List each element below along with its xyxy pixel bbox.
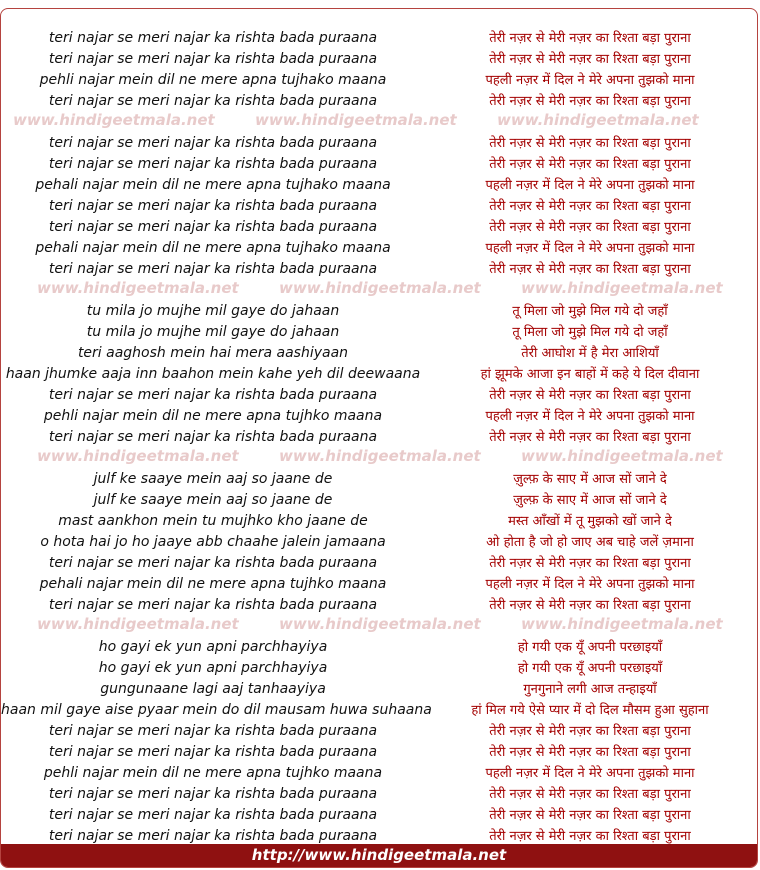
lyric-line <box>1 700 757 721</box>
lyric-roman: ho gayi ek yun apni parchhayiya <box>98 660 328 676</box>
lyric-line <box>1 763 757 784</box>
lyric-line <box>1 679 757 700</box>
lyric-line <box>1 595 757 616</box>
watermark-text: www.hindigeetmala.net <box>521 279 723 297</box>
watermark-text: www.hindigeetmala.net <box>279 279 481 297</box>
lyric-line <box>1 364 757 385</box>
watermark-text: www.hindigeetmala.net <box>497 111 699 129</box>
lyric-roman: teri najar se meri najar ka rishta bada puraana <box>48 555 378 571</box>
lyric-roman: pehali najar mein dil ne mere apna tujhako maana <box>35 240 391 256</box>
lyric-devanagari: हां मिल गये ऐसे प्यार में दो दिल मौसम हुआ सुहाना <box>471 703 709 718</box>
lyric-roman: teri najar se meri najar ka rishta bada puraana <box>48 135 378 151</box>
lyric-devanagari: तेरी नज़र से मेरी नज़र का रिश्ता बड़ा पुराना <box>489 745 691 760</box>
lyric-devanagari: तेरी नज़र से मेरी नज़र का रिश्ता बड़ा पुराना <box>489 199 691 214</box>
lyrics-stanza <box>1 133 757 280</box>
lyric-devanagari: पहली नज़र में दिल ने मेरे अपना तुझको माना <box>485 766 695 781</box>
lyric-devanagari: तेरी नज़र से मेरी नज़र का रिश्ता बड़ा पुराना <box>489 787 691 802</box>
footer-url[interactable]: http://www.hindigeetmala.net <box>1 844 757 867</box>
lyric-roman: teri najar se meri najar ka rishta bada puraana <box>48 828 378 844</box>
lyric-devanagari: तेरी आघोश में है मेरा आशियाँ <box>521 346 659 361</box>
lyrics-page <box>0 8 758 868</box>
lyric-line <box>1 49 757 70</box>
watermark-text: www.hindigeetmala.net <box>37 615 239 633</box>
lyric-roman: julf ke saaye mein aaj so jaane de <box>93 471 333 487</box>
lyric-devanagari: तेरी नज़र से मेरी नज़र का रिश्ता बड़ा पुराना <box>489 31 691 46</box>
lyric-roman: tu mila jo mujhe mil gaye do jahaan <box>86 324 340 340</box>
lyric-roman: julf ke saaye mein aaj so jaane de <box>93 492 333 508</box>
lyric-devanagari: ज़ुल्फ़ के साए में आज सों जाने दे <box>513 472 667 487</box>
lyric-line <box>1 805 757 826</box>
lyric-devanagari: तेरी नज़र से मेरी नज़र का रिश्ता बड़ा पुराना <box>489 598 691 613</box>
lyric-roman: pehli najar mein dil ne mere apna tujhako maana <box>39 72 387 88</box>
lyric-roman: o hota hai jo ho jaaye abb chaahe jalein jamaana <box>40 534 386 550</box>
lyric-line <box>1 196 757 217</box>
lyrics-stanza <box>1 28 757 112</box>
lyric-devanagari: हां झूमके आजा इन बाहों में कहे ये दिल दीवाना <box>480 367 700 382</box>
lyric-roman: teri najar se meri najar ka rishta bada puraana <box>48 387 378 403</box>
watermark-band <box>1 446 757 466</box>
watermark-text: www.hindigeetmala.net <box>13 111 215 129</box>
lyric-line <box>1 259 757 280</box>
lyric-devanagari: तेरी नज़र से मेरी नज़र का रिश्ता बड़ा पुराना <box>489 157 691 172</box>
lyric-devanagari: तेरी नज़र से मेरी नज़र का रिश्ता बड़ा पुराना <box>489 829 691 844</box>
lyric-devanagari: तेरी नज़र से मेरी नज़र का रिश्ता बड़ा पुराना <box>489 94 691 109</box>
lyric-devanagari: तेरी नज़र से मेरी नज़र का रिश्ता बड़ा पुराना <box>489 724 691 739</box>
lyric-line <box>1 91 757 112</box>
lyric-line <box>1 343 757 364</box>
lyric-roman: teri najar se meri najar ka rishta bada puraana <box>48 429 378 445</box>
lyric-roman: teri najar se meri najar ka rishta bada puraana <box>48 261 378 277</box>
lyric-roman: teri najar se meri najar ka rishta bada puraana <box>48 51 378 67</box>
lyric-devanagari: तेरी नज़र से मेरी नज़र का रिश्ता बड़ा पुराना <box>489 430 691 445</box>
lyric-line <box>1 322 757 343</box>
lyric-roman: tu mila jo mujhe mil gaye do jahaan <box>86 303 340 319</box>
lyric-roman: teri najar se meri najar ka rishta bada puraana <box>48 30 378 46</box>
lyric-line <box>1 553 757 574</box>
lyric-roman: mast aankhon mein tu mujhko kho jaane de <box>58 513 368 529</box>
watermark-text: www.hindigeetmala.net <box>37 279 239 297</box>
lyric-devanagari: तू मिला जो मुझे मिल गये दो जहाँ <box>512 304 668 319</box>
lyric-line <box>1 154 757 175</box>
lyric-line <box>1 238 757 259</box>
watermark-text: www.hindigeetmala.net <box>255 111 457 129</box>
lyric-roman: teri najar se meri najar ka rishta bada puraana <box>48 744 378 760</box>
lyric-devanagari: तेरी नज़र से मेरी नज़र का रिश्ता बड़ा पुराना <box>489 262 691 277</box>
lyrics-stanza <box>1 301 757 448</box>
lyric-line <box>1 784 757 805</box>
lyric-line <box>1 637 757 658</box>
watermark-text: www.hindigeetmala.net <box>521 447 723 465</box>
lyric-devanagari: ओ होता है जो हो जाए अब चाहे जलें ज़माना <box>486 535 694 550</box>
lyric-devanagari: तेरी नज़र से मेरी नज़र का रिश्ता बड़ा पुराना <box>489 388 691 403</box>
lyric-line <box>1 175 757 196</box>
watermark-text: www.hindigeetmala.net <box>37 447 239 465</box>
lyric-line <box>1 28 757 49</box>
lyric-roman: haan jhumke aaja inn baahon mein kahe yeh dil deewaana <box>5 366 421 382</box>
lyric-devanagari: पहली नज़र में दिल ने मेरे अपना तुझको माना <box>485 409 695 424</box>
lyric-line <box>1 427 757 448</box>
lyric-roman: teri najar se meri najar ka rishta bada puraana <box>48 597 378 613</box>
watermark-band <box>1 614 757 634</box>
lyric-devanagari: ज़ुल्फ़ के साए में आज सों जाने दे <box>513 493 667 508</box>
lyric-line <box>1 574 757 595</box>
lyric-devanagari: पहली नज़र में दिल ने मेरे अपना तुझको माना <box>485 73 695 88</box>
lyric-line <box>1 217 757 238</box>
lyric-line <box>1 532 757 553</box>
lyric-roman: ho gayi ek yun apni parchhayiya <box>98 639 328 655</box>
lyric-line <box>1 385 757 406</box>
lyric-roman: haan mil gaye aise pyaar mein do dil mausam huwa suhaana <box>1 702 432 718</box>
lyric-devanagari: गुनगुनाने लगी आज तन्हाइयाँ <box>523 682 657 697</box>
lyric-roman: teri najar se meri najar ka rishta bada puraana <box>48 156 378 172</box>
lyric-devanagari: मस्त आँखों में तू मुझको खों जाने दे <box>508 514 672 529</box>
lyric-roman: teri najar se meri najar ka rishta bada puraana <box>48 807 378 823</box>
lyric-roman: pehali najar mein dil ne mere apna tujhko maana <box>39 576 387 592</box>
lyric-devanagari: तू मिला जो मुझे मिल गये दो जहाँ <box>512 325 668 340</box>
lyric-line <box>1 742 757 763</box>
lyric-devanagari: तेरी नज़र से मेरी नज़र का रिश्ता बड़ा पुराना <box>489 808 691 823</box>
lyric-devanagari: पहली नज़र में दिल ने मेरे अपना तुझको माना <box>485 241 695 256</box>
lyric-devanagari: तेरी नज़र से मेरी नज़र का रिश्ता बड़ा पुराना <box>489 52 691 67</box>
lyric-roman: pehli najar mein dil ne mere apna tujhko maana <box>43 765 383 781</box>
lyric-roman: pehali najar mein dil ne mere apna tujhako maana <box>35 177 391 193</box>
lyric-line <box>1 469 757 490</box>
lyric-devanagari: हो गयी एक यूँ अपनी परछाइयाँ <box>517 661 663 676</box>
lyric-devanagari: तेरी नज़र से मेरी नज़र का रिश्ता बड़ा पुराना <box>489 220 691 235</box>
lyric-line <box>1 511 757 532</box>
lyric-line <box>1 658 757 679</box>
lyric-roman: pehli najar mein dil ne mere apna tujhko maana <box>43 408 383 424</box>
lyrics-stanza <box>1 637 757 847</box>
watermark-text: www.hindigeetmala.net <box>279 615 481 633</box>
lyric-line <box>1 721 757 742</box>
watermark-text: www.hindigeetmala.net <box>521 615 723 633</box>
lyrics-stanza <box>1 469 757 616</box>
lyric-roman: teri najar se meri najar ka rishta bada puraana <box>48 723 378 739</box>
lyric-line <box>1 70 757 91</box>
lyric-roman: gungunaane lagi aaj tanhaayiya <box>100 681 326 697</box>
lyric-devanagari: हो गयी एक यूँ अपनी परछाइयाँ <box>517 640 663 655</box>
watermark-band <box>1 110 757 130</box>
lyric-line <box>1 301 757 322</box>
lyric-devanagari: पहली नज़र में दिल ने मेरे अपना तुझको माना <box>485 577 695 592</box>
lyric-roman: teri aaghosh mein hai mera aashiyaan <box>77 345 349 361</box>
lyric-roman: teri najar se meri najar ka rishta bada puraana <box>48 198 378 214</box>
lyric-roman: teri najar se meri najar ka rishta bada puraana <box>48 93 378 109</box>
lyric-devanagari: तेरी नज़र से मेरी नज़र का रिश्ता बड़ा पुराना <box>489 136 691 151</box>
lyric-devanagari: पहली नज़र में दिल ने मेरे अपना तुझको माना <box>485 178 695 193</box>
watermark-text: www.hindigeetmala.net <box>279 447 481 465</box>
lyric-roman: teri najar se meri najar ka rishta bada puraana <box>48 786 378 802</box>
lyric-roman: teri najar se meri najar ka rishta bada puraana <box>48 219 378 235</box>
lyric-line <box>1 490 757 511</box>
watermark-band <box>1 278 757 298</box>
lyric-line <box>1 133 757 154</box>
lyric-line <box>1 406 757 427</box>
lyric-devanagari: तेरी नज़र से मेरी नज़र का रिश्ता बड़ा पुराना <box>489 556 691 571</box>
